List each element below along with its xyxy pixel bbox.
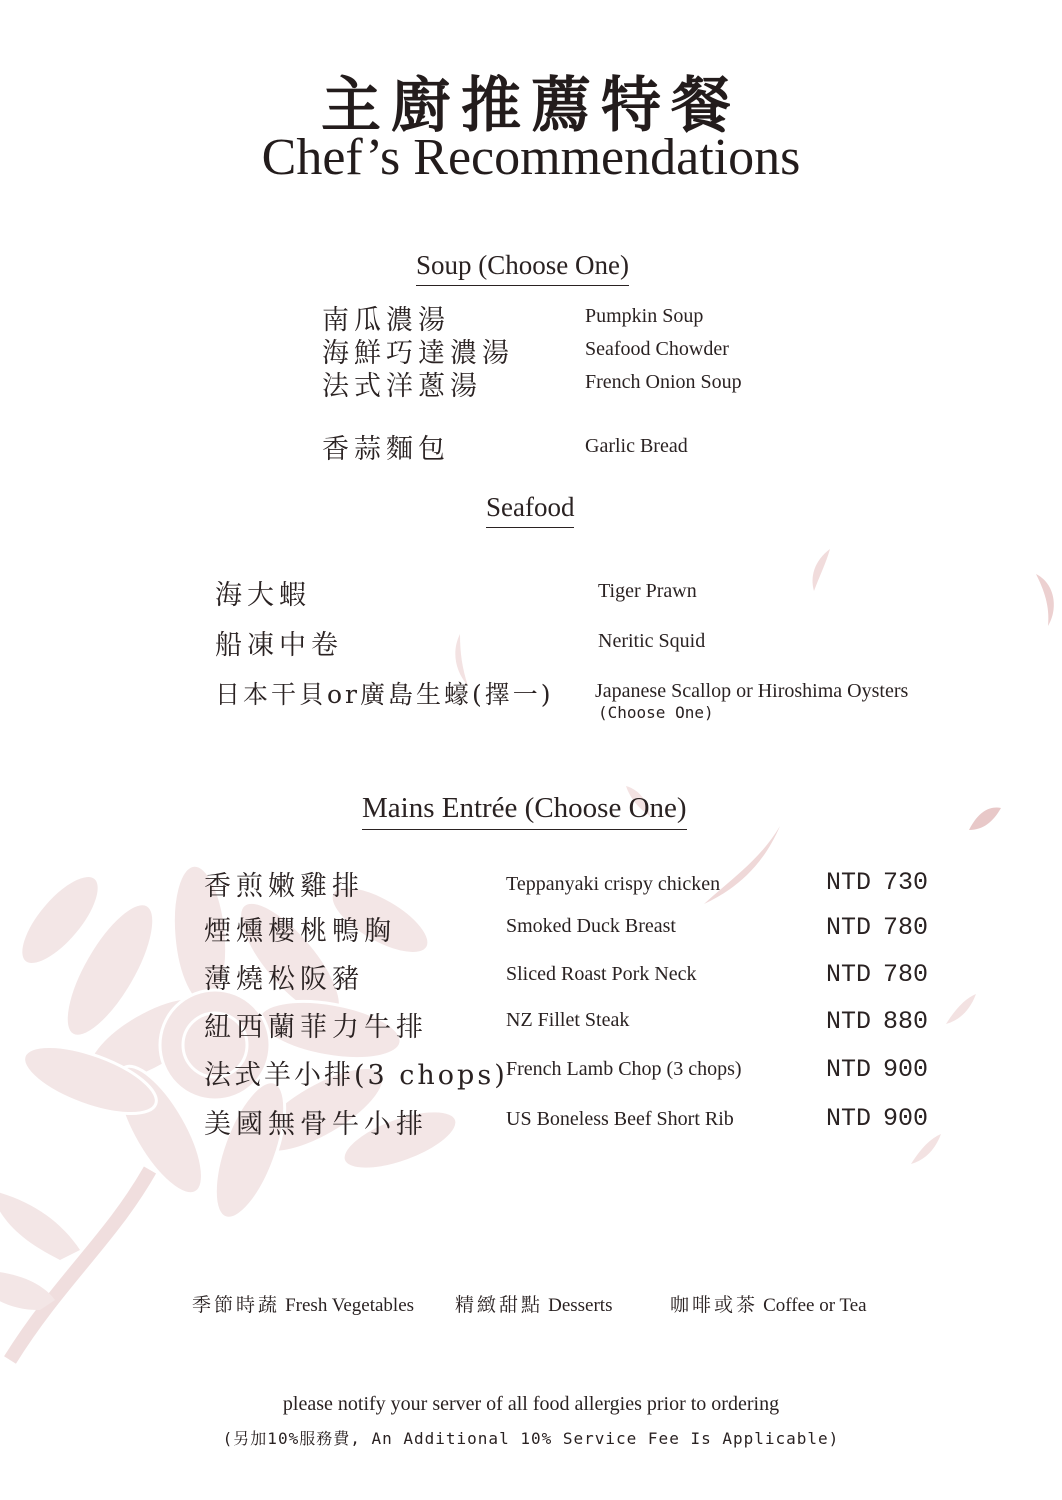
mains-item-en: Smoked Duck Breast <box>506 915 676 937</box>
mains-item-zh: 薄燒松阪豬 <box>204 964 364 995</box>
petal-decoration <box>700 820 790 910</box>
seafood-item-en: Neritic Squid <box>598 630 706 652</box>
seafood-item-zh: 海大蝦 <box>215 580 311 611</box>
soup-item-zh: 法式洋蔥湯 <box>322 371 482 402</box>
mains-item-en: US Boneless Beef Short Rib <box>506 1108 734 1130</box>
soup-item-en: Seafood Chowder <box>585 338 729 360</box>
soup-item-en: French Onion Soup <box>585 371 742 393</box>
mains-item-price: NTD 780 <box>826 960 929 989</box>
mains-item-zh: 法式羊小排(3 chops) <box>204 1060 508 1091</box>
mains-section-heading: Mains Entrée (Choose One) <box>362 792 687 830</box>
mains-item-zh: 美國無骨牛小排 <box>204 1109 428 1140</box>
soup-section-heading: Soup (Choose One) <box>416 250 629 286</box>
petal-decoration <box>1030 570 1062 630</box>
mains-item-en: Sliced Roast Pork Neck <box>506 963 697 985</box>
service-fee-notice: (另加10%服務費, An Additional 10% Service Fee Is Applicable) <box>222 1429 840 1448</box>
bread-item-en: Garlic Bread <box>585 435 688 457</box>
allergy-notice: please notify your server of all food allergies prior to ordering <box>282 1393 780 1415</box>
seafood-item-en: Tiger Prawn <box>598 580 697 602</box>
petal-decoration <box>965 800 1005 840</box>
seafood-item-zh: 船凍中卷 <box>215 630 343 661</box>
seafood-item-en: Japanese Scallop or Hiroshima Oysters <box>595 680 909 702</box>
soup-item-zh: 海鮮巧達濃湯 <box>322 338 514 369</box>
mains-item-price: NTD 780 <box>826 913 929 942</box>
mains-item-price: NTD 900 <box>826 1104 929 1133</box>
included-extra-vegetables: 季節時蔬 Fresh Vegetables <box>192 1294 415 1316</box>
page-title-chinese: 主廚推薦特餐 <box>321 71 741 141</box>
mains-item-zh: 香煎嫩雞排 <box>204 871 364 902</box>
mains-item-price: NTD 880 <box>826 1007 929 1036</box>
petal-decoration <box>940 990 980 1030</box>
seafood-item-note: (Choose One) <box>598 703 714 722</box>
mains-item-price: NTD 900 <box>826 1055 929 1084</box>
mains-item-price: NTD 730 <box>826 868 929 897</box>
mains-item-en: Teppanyaki crispy chicken <box>506 873 721 895</box>
seafood-section-heading: Seafood <box>486 492 574 528</box>
mains-item-zh: 煙燻櫻桃鴨胸 <box>204 916 396 947</box>
seafood-item-zh: 日本干貝or廣島生蠔(擇一) <box>215 680 554 709</box>
mains-item-en: French Lamb Chop (3 chops) <box>506 1058 742 1080</box>
included-extra-desserts: 精緻甜點 Desserts <box>455 1294 613 1316</box>
soup-item-en: Pumpkin Soup <box>585 305 704 327</box>
soup-item-zh: 南瓜濃湯 <box>322 305 450 336</box>
petal-decoration <box>800 545 840 595</box>
mains-item-zh: 紐西蘭菲力牛排 <box>204 1012 428 1043</box>
page-title-english: Chef’s Recommendations <box>261 129 801 186</box>
petal-decoration <box>905 1130 945 1170</box>
included-extra-coffee-tea: 咖啡或茶 Coffee or Tea <box>670 1294 867 1316</box>
mains-item-en: NZ Fillet Steak <box>506 1009 630 1031</box>
bread-item-zh: 香蒜麵包 <box>322 434 450 465</box>
